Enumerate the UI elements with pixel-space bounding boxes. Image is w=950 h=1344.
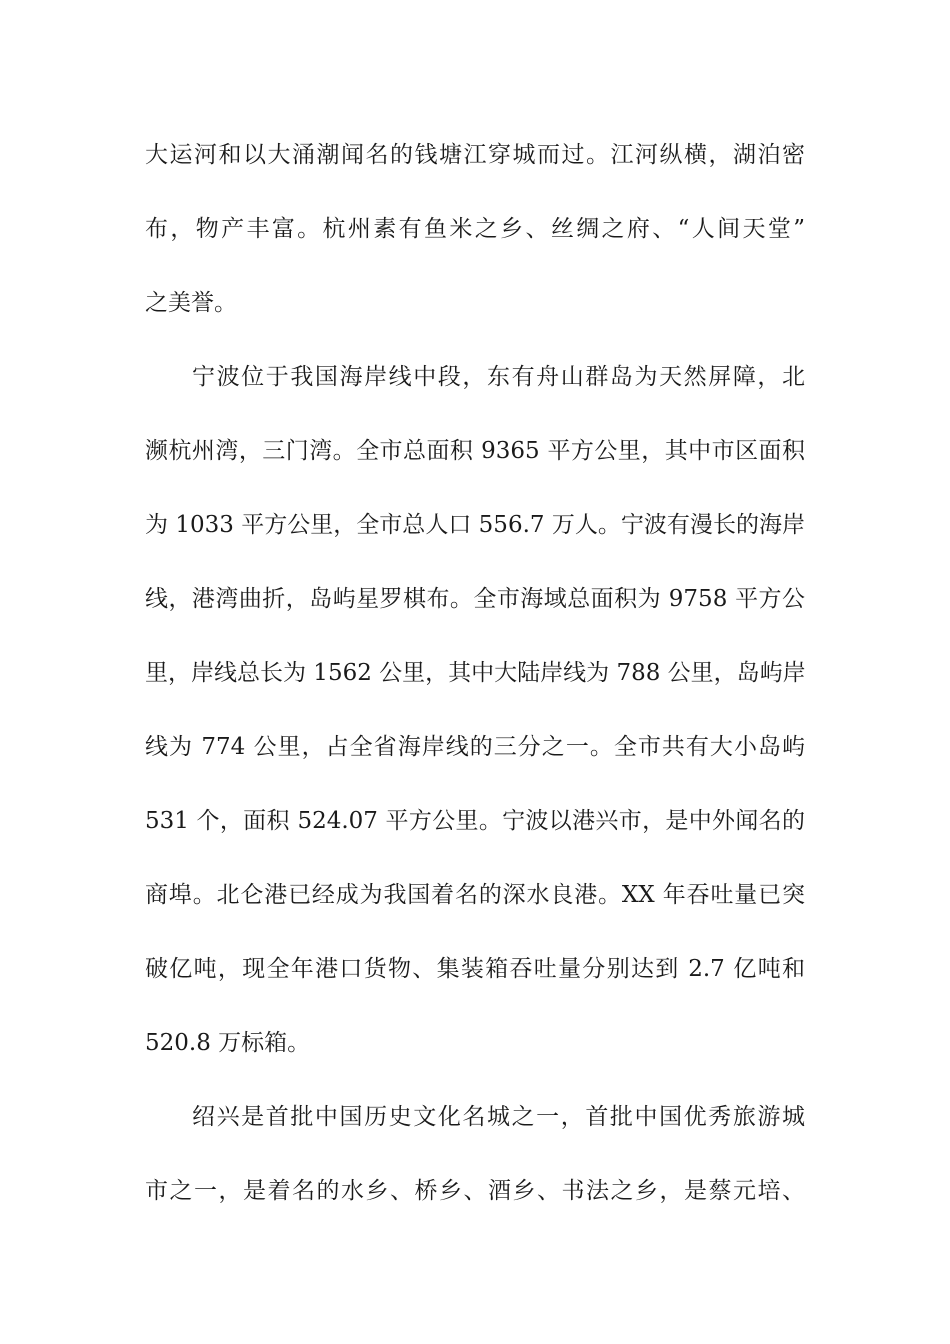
- paragraph-2-line-5: 里，岸线总长为 1562 公里，其中大陆岸线为 788 公里，岛屿岸: [145, 660, 806, 686]
- paragraph-2-line-10: 520.8 万标箱。: [145, 1030, 311, 1056]
- paragraph-2-line-9: 破亿吨，现全年港口货物、集装箱吞吐量分别达到 2.7 亿吨和: [145, 956, 805, 982]
- paragraph-2-line-4: 线，港湾曲折，岛屿星罗棋布。全市海域总面积为 9758 平方公: [145, 586, 805, 612]
- paragraph-2-line-8: 商埠。北仑港已经成为我国着名的深水良港。XX 年吞吐量已突: [145, 882, 805, 908]
- paragraph-2-line-3: 为 1033 平方公里，全市总人口 556.7 万人。宁波有漫长的海岸: [145, 512, 805, 538]
- paragraph-2-line-6: 线为 774 公里，占全省海岸线的三分之一。全市共有大小岛屿: [145, 734, 805, 760]
- paragraph-1-line-2: 布，物产丰富。杭州素有鱼米之乡、丝绸之府、“人间天堂”: [145, 216, 805, 242]
- paragraph-2-line-1: 宁波位于我国海岸线中段，东有舟山群岛为天然屏障，北: [192, 364, 805, 390]
- paragraph-1-line-3: 之美誉。: [145, 290, 237, 316]
- paragraph-1-line-1: 大运河和以大涌潮闻名的钱塘江穿城而过。江河纵横，湖泊密: [145, 142, 805, 168]
- paragraph-2-line-2: 濒杭州湾，三门湾。全市总面积 9365 平方公里，其中市区面积: [145, 438, 805, 464]
- paragraph-3-line-2: 市之一，是着名的水乡、桥乡、酒乡、书法之乡，是蔡元培、: [145, 1178, 805, 1204]
- paragraph-3-line-1: 绍兴是首批中国历史文化名城之一，首批中国优秀旅游城: [192, 1104, 805, 1130]
- paragraph-2-line-7: 531 个，面积 524.07 平方公里。宁波以港兴市，是中外闻名的: [145, 808, 805, 834]
